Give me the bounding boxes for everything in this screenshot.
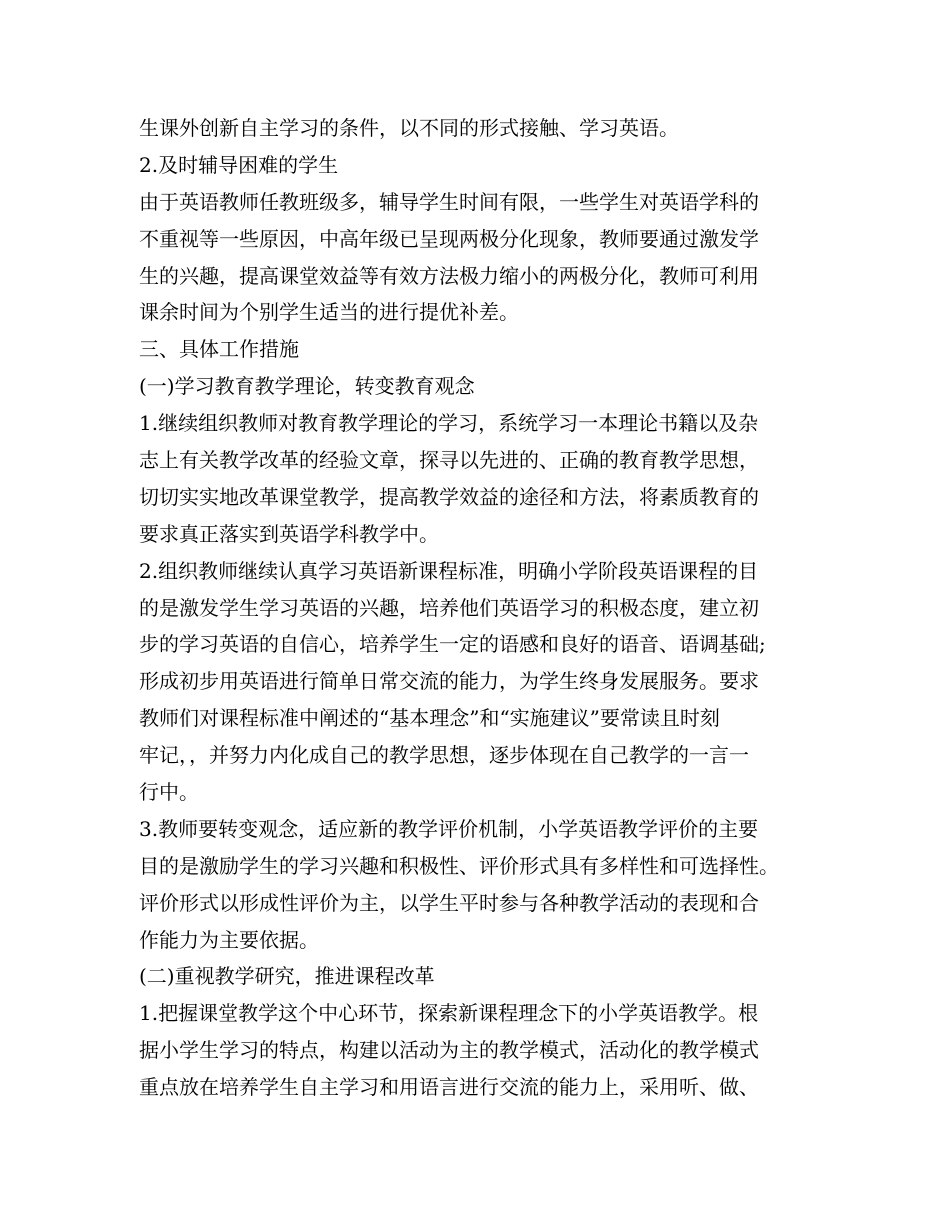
- section-heading: 2.及时辅导困难的学生: [139, 152, 339, 177]
- text-line: 3.教师要转变观念，适应新的教学评价机制，小学英语教学评价的主要: [139, 816, 759, 841]
- text-line: 步的学习英语的自信心，培养学生一定的语感和良好的语音、语调基础;: [139, 632, 766, 657]
- section-heading: 三、具体工作措施: [139, 337, 299, 362]
- text-line: 1.继续组织教师对教育教学理论的学习，系统学习一本理论书籍以及杂: [139, 411, 759, 436]
- text-line: 目的是激励学生的学习兴趣和积极性、评价形式具有多样性和可选择性。: [139, 853, 779, 878]
- text-line: 牢记，，并努力内化成自己的教学思想，逐步体现在自己教学的一言一: [139, 743, 749, 768]
- text-line: 形成初步用英语进行简单日常交流的能力，为学生终身发展服务。要求: [139, 669, 759, 694]
- text-line: 要求真正落实到英语学科教学中。: [139, 521, 439, 546]
- text-line: 切切实实地改革课堂教学，提高教学效益的途径和方法，将素质教育的: [139, 484, 759, 509]
- text-line: 生课外创新自主学习的条件，以不同的形式接触、学习英语。: [139, 116, 679, 140]
- text-line: 2.组织教师继续认真学习英语新课程标准，明确小学阶段英语课程的目: [139, 558, 759, 583]
- text-line: 的是激发学生学习英语的兴趣，培养他们英语学习的积极态度，建立初: [139, 595, 759, 620]
- text-line: 重点放在培养学生自主学习和用语言进行交流的能力上，采用听、做、: [139, 1075, 759, 1100]
- text-line: 志上有关教学改革的经验文章，探寻以先进的、正确的教育教学思想，: [139, 448, 759, 473]
- text-line: 作能力为主要依据。: [139, 927, 319, 952]
- section-heading: (二)重视教学研究，推进课程改革: [139, 964, 435, 989]
- text-line: 行中。: [139, 780, 199, 805]
- text-line: 评价形式以形成性评价为主，以学生平时参与各种教学活动的表现和合: [139, 890, 759, 915]
- text-line: 1.把握课堂教学这个中心环节，探索新课程理念下的小学英语教学。根: [139, 1001, 759, 1026]
- text-line: 不重视等一些原因，中高年级已呈现两极分化现象，教师要通过激发学: [139, 226, 759, 251]
- text-line: 据小学生学习的特点，构建以活动为主的教学模式，活动化的教学模式: [139, 1038, 759, 1063]
- document-body: [139, 110, 829, 1106]
- text-line: 课余时间为个别学生适当的进行提优补差。: [139, 300, 519, 325]
- text-line: 由于英语教师任教班级多，辅导学生时间有限，一些学生对英语学科的: [139, 189, 759, 214]
- text-line: 教师们对课程标准中阐述的“基本理念”和“实施建议”要常读且时刻: [139, 706, 720, 731]
- section-heading: (一)学习教育教学理论，转变教育观念: [139, 374, 475, 399]
- text-line: 生的兴趣，提高课堂效益等有效方法极力缩小的两极分化，教师可利用: [139, 263, 759, 288]
